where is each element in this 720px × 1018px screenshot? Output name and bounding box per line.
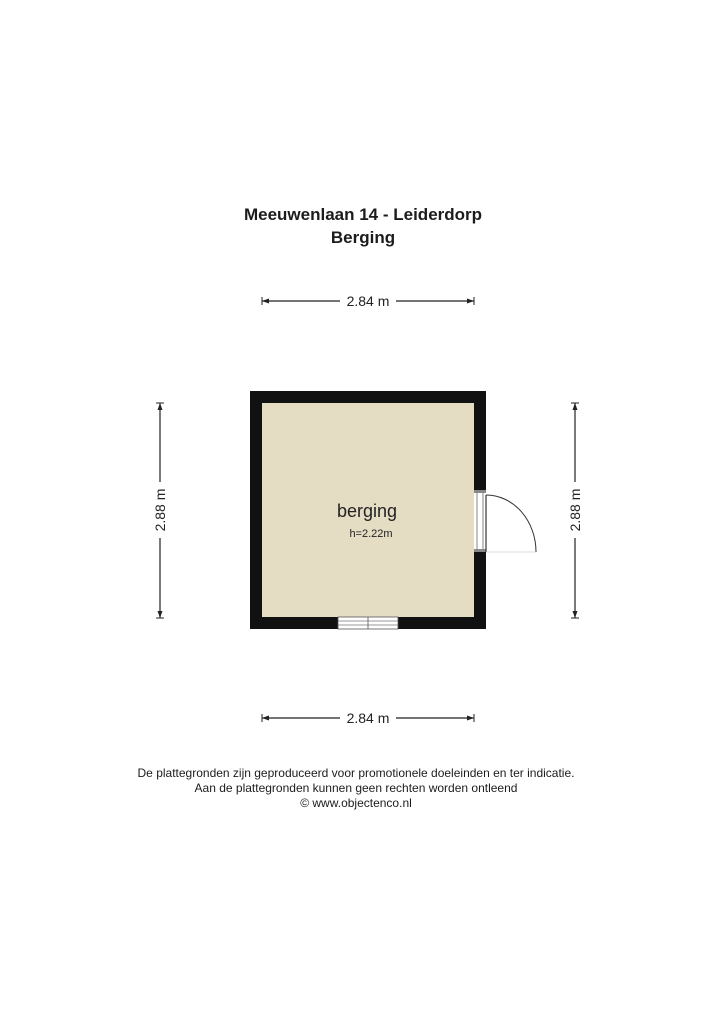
dimension-bottom bbox=[262, 710, 474, 726]
dimension-bottom-label: 2.84 m bbox=[346, 710, 390, 726]
dimension-left-label: 2.88 m bbox=[152, 488, 168, 532]
floor-title: Berging bbox=[330, 228, 396, 247]
room-height: h=2.22m bbox=[349, 528, 393, 540]
address-title: Meeuwenlaan 14 - Leiderdorp bbox=[243, 205, 483, 224]
disclaimer bbox=[0, 766, 712, 811]
dimension-right bbox=[567, 403, 583, 618]
dimension-left bbox=[152, 403, 168, 618]
dimension-top bbox=[262, 293, 474, 309]
dimension-right-label: 2.88 m bbox=[567, 488, 583, 532]
room-name: berging bbox=[336, 501, 398, 521]
dimension-top-label: 2.84 m bbox=[346, 293, 390, 309]
disclaimer-line-2: Aan de plattegronden kunnen geen rechten worden ontleend bbox=[194, 781, 518, 795]
window bbox=[338, 617, 398, 629]
door bbox=[474, 490, 536, 552]
disclaimer-line-1: De plattegronden zijn geproduceerd voor promotionele doeleinden en ter indicatie. bbox=[137, 766, 575, 780]
copyright-link[interactable]: © www.objectenco.nl bbox=[300, 796, 412, 810]
